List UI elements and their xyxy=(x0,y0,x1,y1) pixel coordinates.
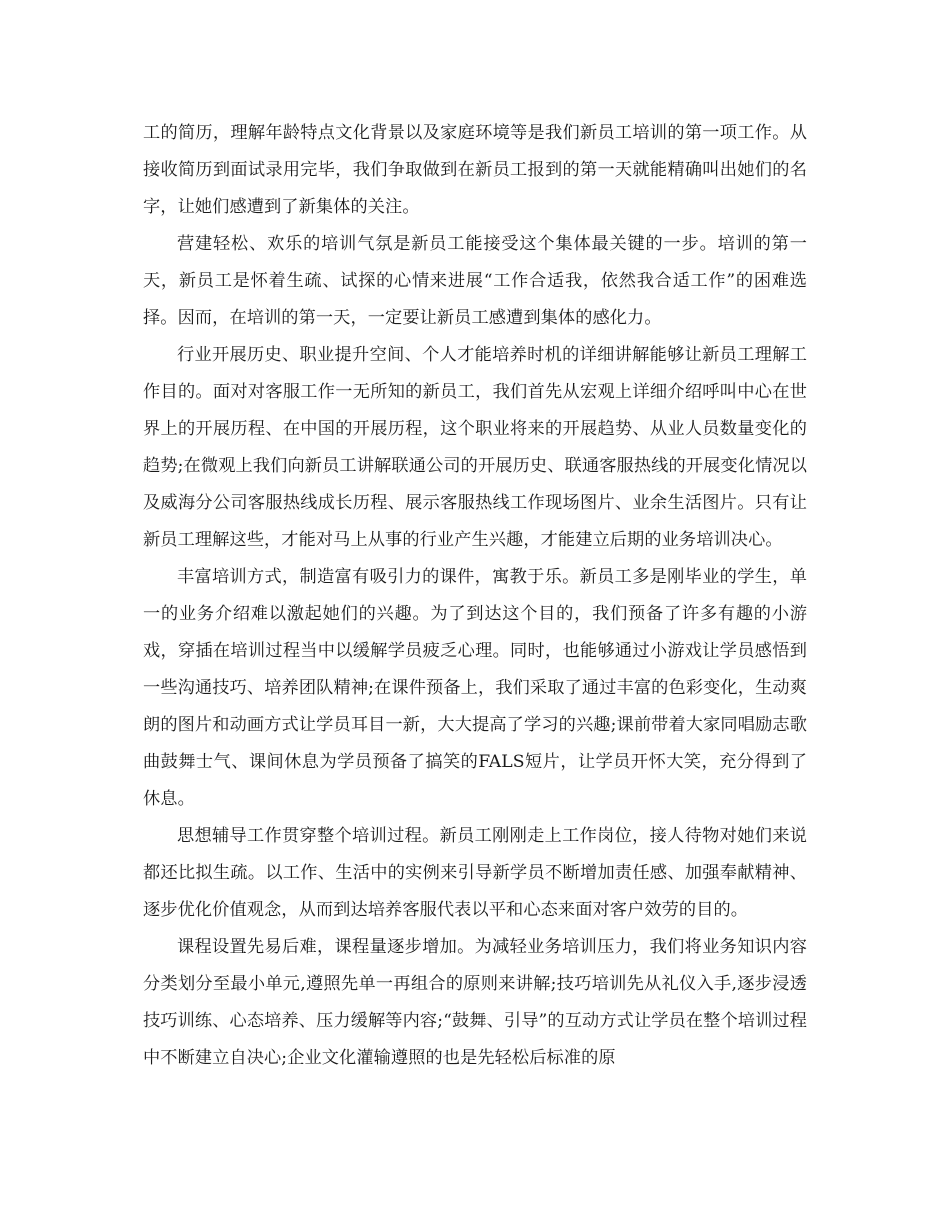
paragraph-1: 工的简历，理解年龄特点文化背景以及家庭环境等是我们新员工培训的第一项工作。从接收简历到面试录用完毕，我们争取做到在新员工报到的第一天就能精确叫出她们的名字，让她们感遭到了新集体的关注。 xyxy=(143,123,807,217)
paragraph-3: 行业开展历史、职业提升空间、个人才能培养时机的详细讲解能够让新员工理解工作目的。面对对客服工作一无所知的新员工，我们首先从宏观上详细介绍呼叫中心在世界上的开展历程、在中国的开展历程，这个职业将来的开展趋势、从业人员数量变化的趋势;在微观上我们向新员工讲解联通公司的开展历史、联通客服热线的开展变化情况以及威海分公司客服热线成长历程、展示客服热线工作现场图片、业余生活图片。只有让新员工理解这些，才能对马上从事的行业产生兴趣，才能建立后期的业务培训决心。 xyxy=(143,345,807,550)
paragraph-4: 丰富培训方式，制造富有吸引力的课件，寓教于乐。新员工多是刚毕业的学生，单一的业务介绍难以激起她们的兴趣。为了到达这个目的，我们预备了许多有趣的小游戏，穿插在培训过程当中以缓解学员疲乏心理。同时，也能够通过小游戏让学员感悟到一些沟通技巧、培养团队精神;在课件预备上，我们采取了通过丰富的色彩变化，生动爽朗的图片和动画方式让学员耳目一新，大大提高了学习的兴趣;课前带着大家同唱励志歌曲鼓舞士气、课间休息为学员预备了搞笑的FALS短片，让学员开怀大笑，充分得到了休息。 xyxy=(143,567,807,809)
document-page xyxy=(143,115,807,1077)
paragraph-6: 课程设置先易后难，课程量逐步增加。为减轻业务培训压力，我们将业务知识内容分类划分至最小单元,遵照先单一再组合的原则来讲解;技巧培训先从礼仪入手,逐步浸透技巧训练、心态培养、压力缓解等内容;“鼓舞、引导”的互动方式让学员在整个培训过程中不断建立自决心;企业文化灌输遵照的也是先轻松后标准的原 xyxy=(143,937,807,1068)
paragraph-5: 思想辅导工作贯穿整个培训过程。新员工刚刚走上工作岗位，接人待物对她们来说都还比拟生疏。以工作、生活中的实例来引导新学员不断增加责任感、加强奉献精神、逐步优化价值观念，从而到达培养客服代表以平和心态来面对客户效劳的目的。 xyxy=(143,826,807,920)
paragraph-2: 营建轻松、欢乐的培训气氛是新员工能接受这个集体最关键的一步。培训的第一天，新员工是怀着生疏、试探的心情来进展“工作合适我，依然我合适工作”的困难选择。因而，在培训的第一天，一定要让新员工感遭到集体的感化力。 xyxy=(143,234,807,328)
